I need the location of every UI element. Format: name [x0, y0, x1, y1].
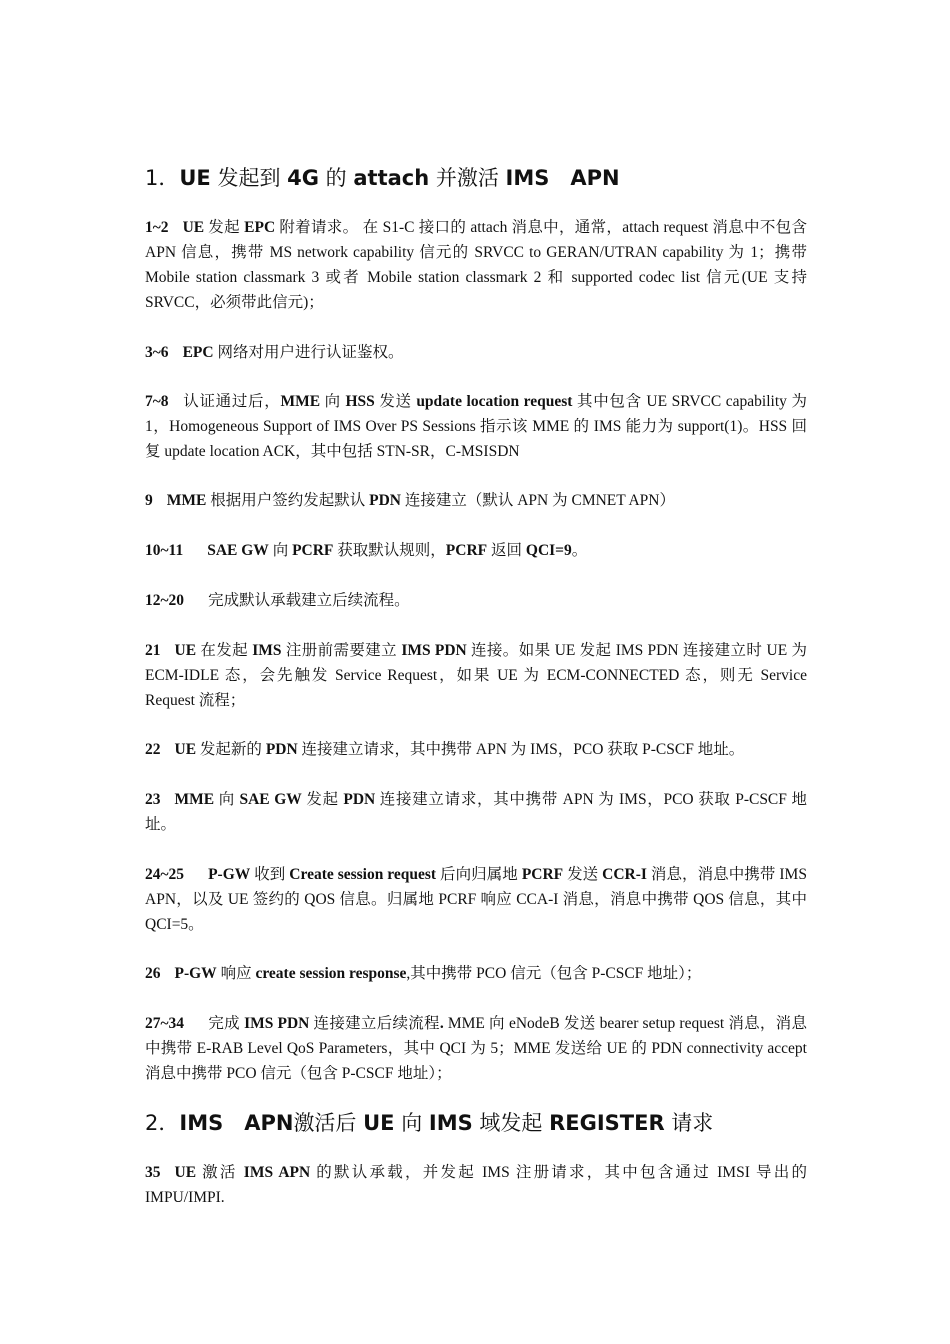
heading-number: 1．: [145, 166, 180, 190]
text-segment: 发起: [204, 219, 245, 236]
text-segment: ,其中携带 PCO 信元（包含 P-CSCF 地址）；: [406, 965, 702, 982]
bold-term: PDN: [265, 741, 298, 758]
text-segment: 的默认承载，并发起 IMS 注册请求，其中包含通过 IMSI 导出的 IMPU/IMPI.: [145, 1164, 807, 1206]
text-segment: 发起: [301, 791, 344, 808]
bold-term: PDN: [343, 791, 376, 808]
text-segment: 收到: [250, 866, 290, 883]
bold-term: PCRF: [521, 866, 564, 883]
bold-term: create session response: [255, 965, 407, 982]
step-number: 22: [145, 741, 161, 758]
text-segment: 后向归属地: [436, 866, 522, 883]
bold-term: UE: [182, 219, 205, 236]
text-segment: 。: [571, 542, 588, 559]
heading-part: 的: [319, 166, 354, 190]
text-segment: 注册前需要建立: [281, 642, 402, 659]
text-segment: 其中包含 UE SRVCC capability 为 1，Homogeneous Support of IMS Over PS Sessions 指示该 MME 的 IMS 能力为 support(1)。HSS 回复 update location ACK，其中包括 STN-SR，C-MSISDN: [145, 393, 807, 460]
text-segment: 发起新的: [196, 741, 266, 758]
text-segment: 消息，消息中携带 IMS APN，以及 UE 签约的 QOS 信息。归属地 PCRF 响应 CCA-I 消息，消息中携带 QOS 信息，其中 QCI=5。: [145, 866, 807, 933]
bold-term: HSS: [345, 393, 375, 410]
heading-part: 请求: [664, 1111, 714, 1135]
bold-term: MME: [174, 791, 215, 808]
heading-part: UE: [179, 166, 211, 190]
heading-number: 2．: [145, 1111, 180, 1135]
bold-term: .: [439, 1015, 444, 1032]
heading-part: 4G: [287, 166, 319, 190]
text-segment: 获取默认规则，: [333, 542, 446, 559]
heading-part: 发起到: [210, 166, 288, 190]
paragraph: [145, 961, 807, 986]
paragraph: [145, 588, 807, 613]
heading-part: REGISTER: [549, 1111, 665, 1135]
bold-term: SAE GW: [207, 542, 269, 559]
bold-term: SAE GW: [239, 791, 302, 808]
step-number: 10~11: [145, 542, 184, 559]
text-segment: 认证通过后，: [182, 393, 281, 410]
text-segment: 连接。如果 UE 发起 IMS PDN 连接建立时 UE 为 ECM-IDLE 态，会先触发 Service Request，如果 UE 为 ECM-CONNECTED 态，则无 Service Request 流程；: [145, 642, 807, 709]
heading-part: 激活后: [293, 1111, 364, 1135]
bold-term: UE: [174, 1164, 197, 1181]
text-segment: 在发起: [196, 642, 253, 659]
text-segment: 响应: [216, 965, 256, 982]
bold-term: PCRF: [445, 542, 488, 559]
text-segment: 向: [214, 791, 240, 808]
bold-term: UE: [174, 741, 197, 758]
paragraph: [145, 638, 807, 713]
step-number: 12~20: [145, 592, 185, 609]
heading-part: [223, 1111, 244, 1135]
bold-term: IMS: [252, 642, 282, 659]
heading-part: 域发起: [472, 1111, 550, 1135]
text-segment: 连接建立后续流程: [309, 1015, 440, 1032]
bold-term: CCR-I: [602, 866, 647, 883]
text-segment: 发送: [563, 866, 603, 883]
step-number: 21: [145, 642, 161, 659]
step-number: 26: [145, 965, 161, 982]
heading-part: 并激活: [429, 166, 506, 190]
heading-part: APN: [244, 1111, 294, 1135]
section-heading-2: [145, 1110, 825, 1136]
step-number: 9: [145, 492, 153, 509]
heading-part: IMS: [505, 166, 550, 190]
bold-term: PDN: [369, 492, 401, 509]
paragraph: [145, 389, 807, 464]
paragraph: [145, 215, 807, 315]
text-segment: 附着请求。 在 S1-C 接口的 attach 消息中，通常，attach request 消息中不包含 APN 信息，携带 MS network capability 信元的 SRVCC to GERAN/UTRAN capability 为 1；携带 Mobile station classmark 3 或者 Mobile station classmark 2 和 supported codec list 信元(UE 支持 SRVCC，必须带此信元)；: [145, 219, 807, 311]
step-number: 27~34: [145, 1015, 185, 1032]
bold-term: EPC: [244, 219, 276, 236]
step-number: 1~2: [145, 219, 169, 236]
text-segment: 发送: [374, 393, 417, 410]
bold-term: P-GW: [174, 965, 217, 982]
section-heading-1: [145, 165, 825, 191]
text-segment: 激活: [196, 1164, 244, 1181]
text-segment: 完成: [208, 1015, 245, 1032]
heading-part: IMS: [428, 1111, 473, 1135]
bold-term: P-GW: [208, 866, 251, 883]
bold-term: IMS PDN: [244, 1015, 310, 1032]
bold-term: IMS PDN: [401, 642, 467, 659]
text-segment: 根据用户签约发起默认: [206, 492, 370, 509]
bold-term: MME: [280, 393, 321, 410]
text-segment: 向: [320, 393, 346, 410]
bold-term: QCI=9: [525, 542, 572, 559]
heading-part: 向: [394, 1111, 429, 1135]
text-segment: 返回: [487, 542, 526, 559]
paragraph: [145, 737, 807, 762]
bold-term: IMS APN: [243, 1164, 311, 1181]
heading-part: attach: [353, 166, 430, 190]
paragraph: [145, 538, 807, 563]
heading-part: APN: [570, 166, 620, 190]
paragraph: [145, 862, 807, 937]
bold-term: PCRF: [292, 542, 334, 559]
bold-term: UE: [174, 642, 197, 659]
heading-part: UE: [363, 1111, 395, 1135]
bold-term: MME: [166, 492, 207, 509]
paragraph: [145, 1160, 807, 1210]
step-number: 24~25: [145, 866, 185, 883]
bold-term: Create session request: [289, 866, 437, 883]
text-segment: 完成默认承载建立后续流程。: [208, 592, 410, 609]
step-number: 23: [145, 791, 161, 808]
heading-part: IMS: [179, 1111, 224, 1135]
paragraph: [145, 787, 807, 837]
text-segment: 连接建立（默认 APN 为 CMNET APN）: [400, 492, 675, 509]
heading-part: [549, 166, 570, 190]
bold-term: update location request: [416, 393, 573, 410]
text-segment: 连接建立请求，其中携带 APN 为 IMS，PCO 获取 P-CSCF 地址。: [145, 791, 807, 833]
text-segment: 连接建立请求，其中携带 APN 为 IMS，PCO 获取 P-CSCF 地址。: [297, 741, 745, 758]
step-number: 3~6: [145, 344, 169, 361]
text-segment: MME 向 eNodeB 发送 bearer setup request 消息，消息中携带 E-RAB Level QoS Parameters，其中 QCI 为 5；MME 发送给 UE 的 PDN connectivity accept 消息中携带 PCO 信元（包含 P-CSCF 地址）；: [145, 1015, 807, 1082]
text-segment: 网络对用户进行认证鉴权。: [213, 344, 404, 361]
step-number: 35: [145, 1164, 161, 1181]
bold-term: EPC: [182, 344, 214, 361]
text-segment: 向: [268, 542, 293, 559]
paragraph: [145, 1011, 807, 1086]
paragraph: [145, 488, 807, 513]
paragraph: [145, 340, 807, 365]
step-number: 7~8: [145, 393, 169, 410]
